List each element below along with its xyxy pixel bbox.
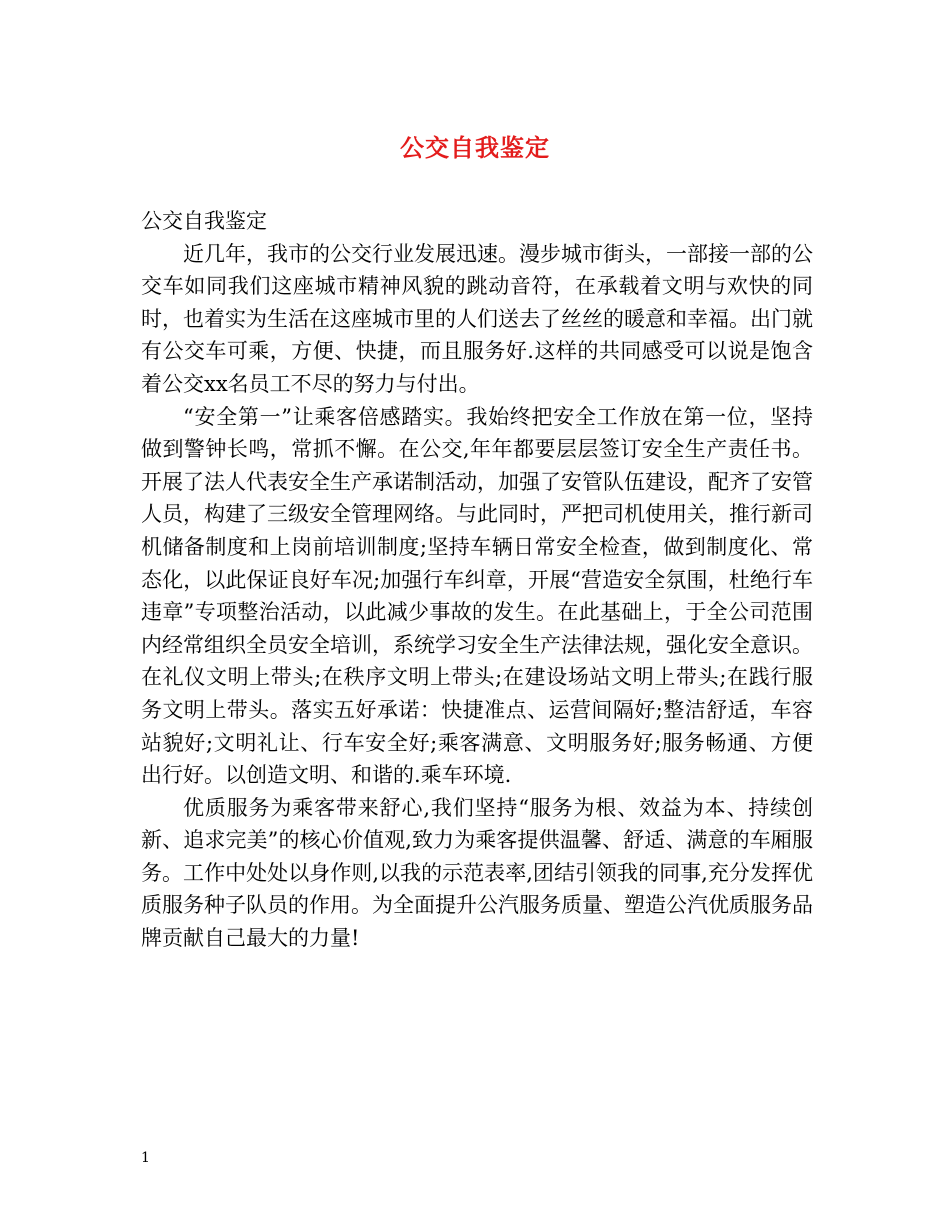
paragraph-intro: 近几年，我市的公交行业发展迅速。漫步城市街头，一部接一部的公交车如同我们这座城市精神风貌的跳动音符，在承载着文明与欢快的同时，也着实为生活在这座城市里的人们送去了丝丝的暖意和幸福。出门就有公交车可乘，方便、快捷，而且服务好.这样的共同感受可以说是饱含着公交xx名员工不尽的努力与付出。 [141, 241, 813, 396]
page-number: 1 [141, 1150, 150, 1166]
paragraph-service: 优质服务为乘客带来舒心,我们坚持“服务为根、效益为本、持续创新、追求完美”的核心价值观,致力为乘客提供温馨、舒适、满意的车厢服务。工作中处处以身作则,以我的示范表率,团结引领我的同事,充分发挥优质服务种子队员的作用。为全面提升公汽服务质量、塑造公汽优质服务品牌贡献自己最大的力量! [141, 795, 813, 951]
document-title: 公交自我鉴定 [400, 133, 550, 162]
document-subtitle: 公交自我鉴定 [141, 209, 267, 233]
document-body [141, 205, 813, 955]
paragraph-safety: “安全第一”让乘客倍感踏实。我始终把安全工作放在第一位，坚持做到警钟长鸣，常抓不懈。在公交,年年都要层层签订安全生产责任书。开展了法人代表安全生产承诺制活动，加强了安管队伍建设，配齐了安管人员，构建了三级安全管理网络。与此同时，严把司机使用关，推行新司机储备制度和上岗前培训制度;坚持车辆日常安全检查，做到制度化、常态化，以此保证良好车况;加强行车纠章，开展“营造安全氛围，杜绝行车违章”专项整治活动，以此减少事故的发生。在此基础上，于全公司范围内经常组织全员安全培训，系统学习安全生产法律法规，强化安全意识。在礼仪文明上带头;在秩序文明上带头;在建设场站文明上带头;在践行服务文明上带头。落实五好承诺：快捷准点、运营间隔好;整洁舒适，车容站貌好;文明礼让、行车安全好;乘客满意、文明服务好;服务畅通、方便出行好。以创造文明、和谐的.乘车环境. [141, 404, 813, 788]
